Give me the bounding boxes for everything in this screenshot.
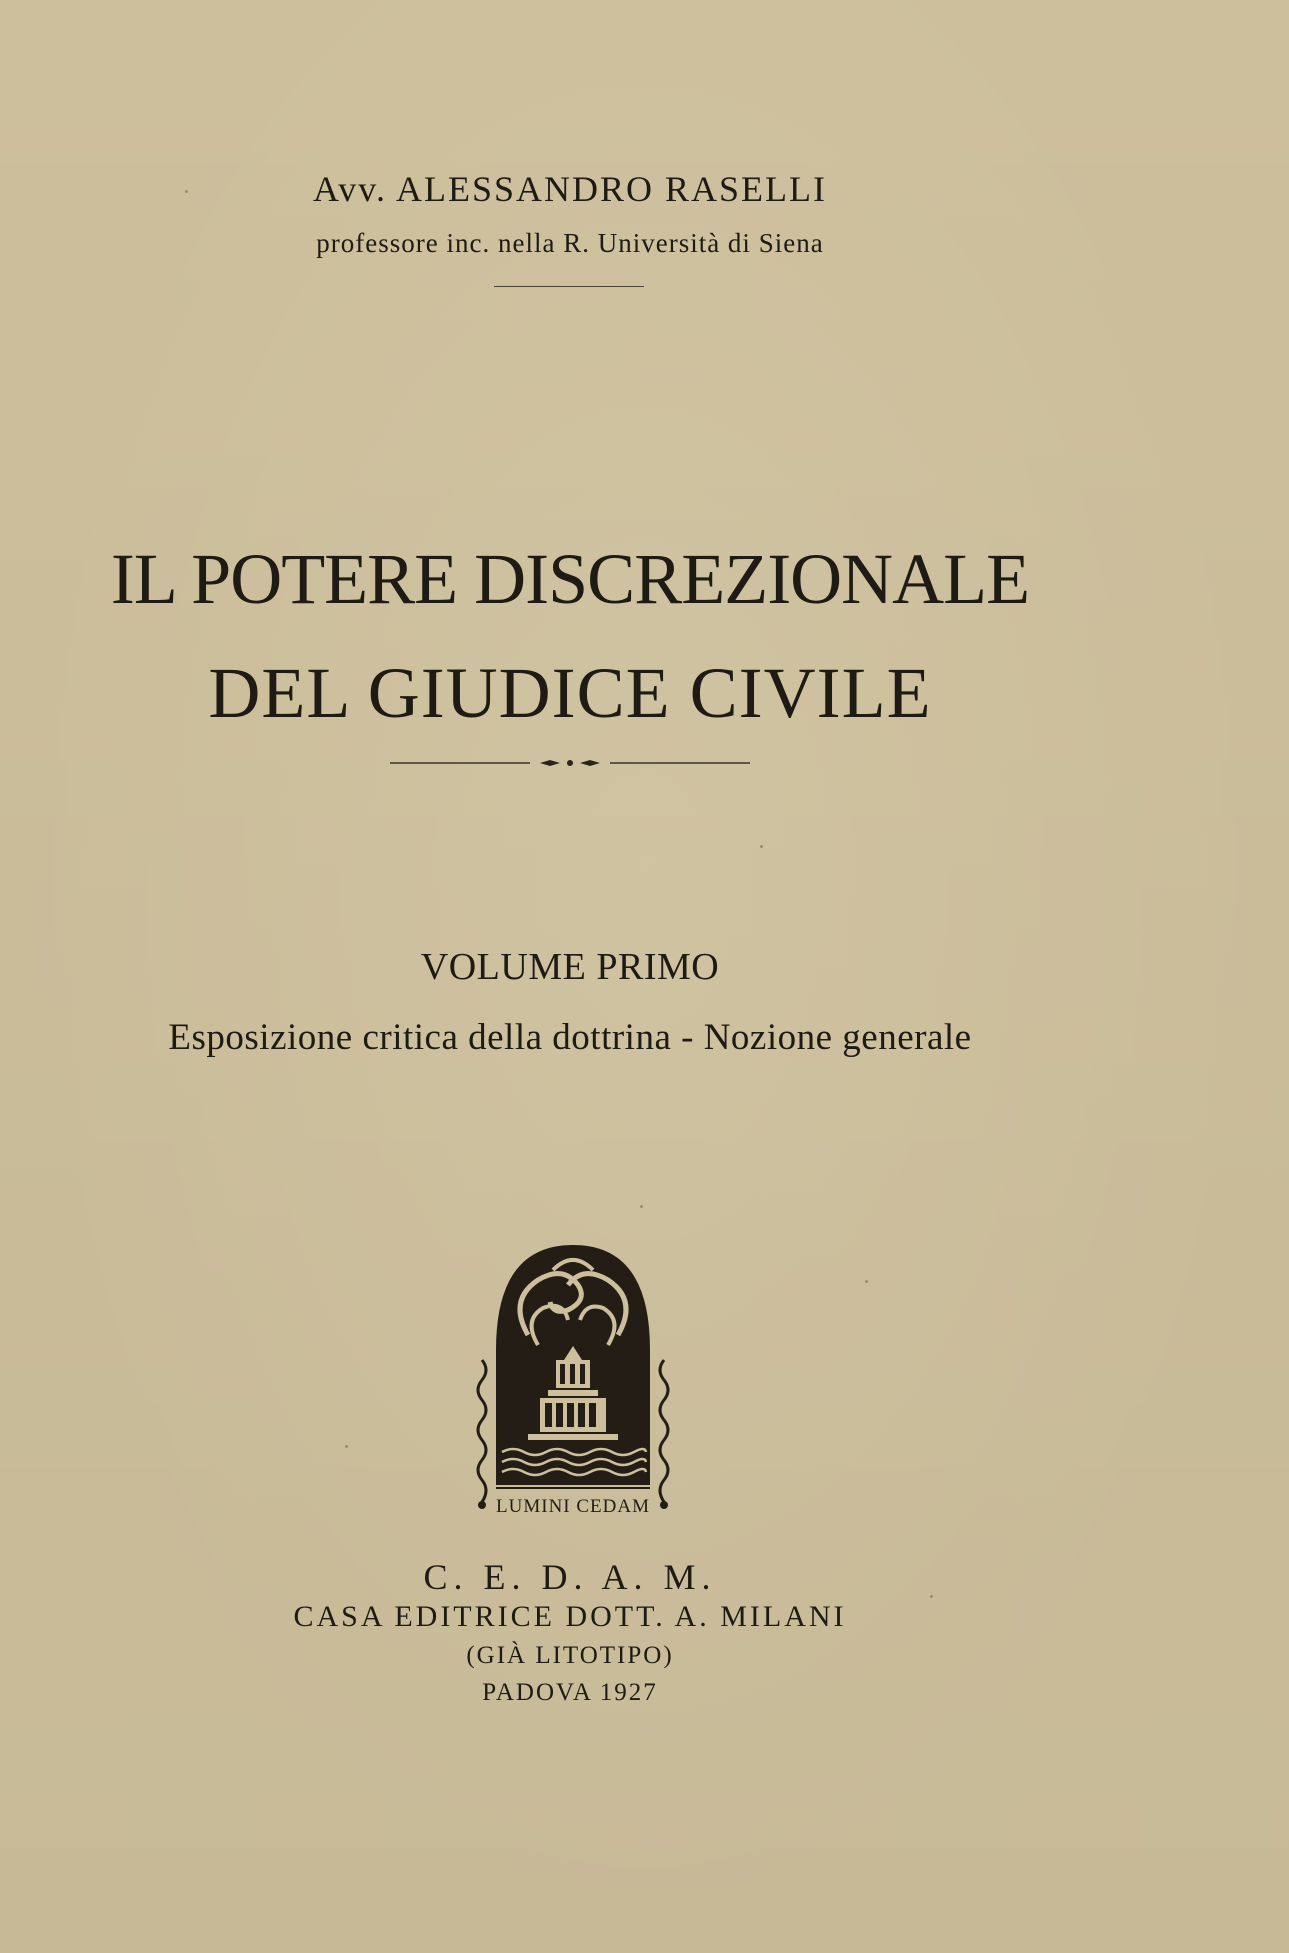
author-affiliation: professore inc. nella R. Università di Siena xyxy=(316,228,824,258)
publisher-abbreviation: C. E. D. A. M. xyxy=(423,1557,717,1597)
author-name: Avv. ALESSANDRO RASELLI xyxy=(312,169,828,209)
volume-label: VOLUME PRIMO xyxy=(420,946,720,988)
paper-speck xyxy=(865,1280,868,1283)
publisher-emblem-icon xyxy=(468,1240,678,1540)
paper-speck xyxy=(930,1595,933,1598)
book-title-line-2: DEL GIUDICE CIVILE xyxy=(208,653,932,733)
short-divider-rule xyxy=(494,286,644,287)
paper-speck xyxy=(185,190,188,193)
paper-speck xyxy=(640,1205,643,1208)
paper-speck xyxy=(345,1445,348,1448)
publisher-name: CASA EDITRICE DOTT. A. MILANI xyxy=(293,1600,847,1633)
book-title-line-1: IL POTERE DISCREZIONALE xyxy=(110,539,1030,619)
volume-subtitle: Esposizione critica della dottrina - Nozione generale xyxy=(168,1017,972,1058)
logo-motto: LUMINI CEDAM xyxy=(496,1496,650,1517)
ornamental-divider-icon xyxy=(390,755,750,771)
publisher-former-name: (GIÀ LITOTIPO) xyxy=(466,1642,674,1669)
paper-speck xyxy=(760,845,763,848)
publisher-place-year: PADOVA 1927 xyxy=(482,1679,658,1706)
